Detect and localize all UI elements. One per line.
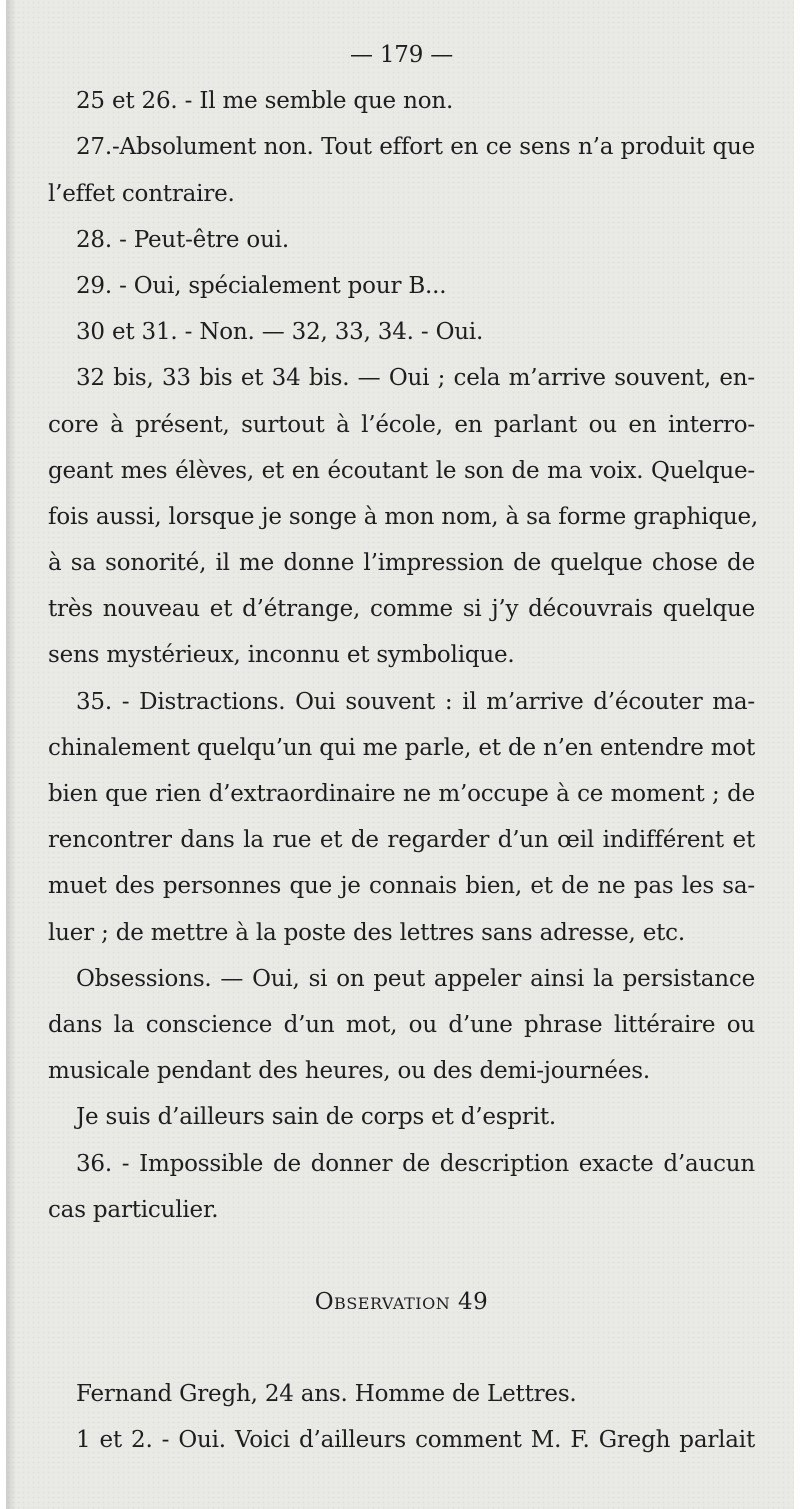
text-line: 29. - Oui, spécialement pour B... [76, 272, 447, 299]
text-line: geant mes élèves, et en écoutant le son de ma voix. Quelque- [48, 457, 755, 484]
text-line: bien que rien d’extraordinaire ne m’occupe à ce moment ; de [48, 781, 755, 807]
text-line: 30 et 31. - Non. — 32, 33, 34. - Oui. [76, 319, 484, 346]
text-line: 25 et 26. - Il me semble que non. [76, 88, 454, 115]
text-line: 27.-Absolument non. Tout effort en ce sens n’a produit que [76, 134, 755, 161]
text-line: muet des personnes que je connais bien, et de ne pas les sa- [48, 873, 755, 900]
text-line: musicale pendant des heures, ou des demi-journées. [48, 1058, 650, 1085]
section-gap [48, 1233, 755, 1279]
page-edge-shadow [6, 0, 16, 1509]
text-line: Fernand Gregh, 24 ans. Homme de Lettres. [76, 1381, 577, 1408]
text-line: très nouveau et d’étrange, comme si j’y découvrais quelque [48, 596, 755, 623]
text-line: 36. - Impossible de donner de description exacte d’aucun [76, 1150, 755, 1177]
section-heading [48, 1279, 755, 1325]
text-line: dans la conscience d’un mot, ou d’une phrase littéraire ou [48, 1011, 755, 1038]
text-line: l’effet contraire. [48, 180, 235, 207]
text-line: Je suis d’ailleurs sain de corps et d’esprit. [76, 1104, 557, 1131]
text-line: luer ; de mettre à la poste des lettres sans adresse, etc. [48, 919, 685, 946]
text-line: chinalement quelqu’un qui me parle, et de n’en entendre mot [48, 734, 756, 761]
book-page [6, 0, 794, 1509]
section-gap [48, 1325, 755, 1371]
page-text [48, 32, 758, 1463]
text-line: rencontrer dans la rue et de regarder d’un œil indifférent et [48, 827, 755, 854]
text-line: 32 bis, 33 bis et 34 bis. — Oui ; cela m’arrive souvent, en- [76, 365, 755, 392]
text-line: 28. - Peut-être oui. [76, 226, 289, 253]
text-line: à sa sonorité, il me donne l’impression de quelque chose de [48, 550, 755, 577]
page-number: — 179 — [349, 42, 454, 68]
section-heading-text: Observation 49 [314, 1288, 489, 1315]
text-line: fois aussi, lorsque je songe à mon nom, à sa forme graphique, [48, 503, 758, 530]
text-line: cas particulier. [48, 1196, 219, 1223]
text-line: Obsessions. — Oui, si on peut appeler ainsi la persistance [76, 965, 755, 992]
text-line: sens mystérieux, inconnu et symbolique. [48, 642, 515, 669]
text-line: 1 et 2. - Oui. Voici d’ailleurs comment M. F. Gregh parlait [76, 1427, 755, 1454]
text-line: core à présent, surtout à l’école, en parlant ou en interro- [48, 411, 755, 438]
text-line: 35. - Distractions. Oui souvent : il m’arrive d’écouter ma- [76, 688, 755, 715]
